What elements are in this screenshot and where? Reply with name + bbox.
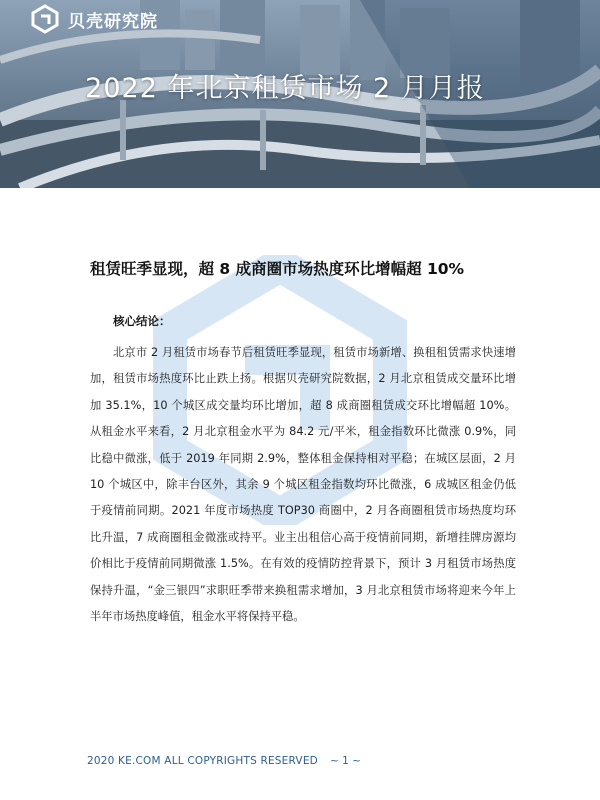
footer-copyright: 2020 KE.COM ALL COPYRIGHTS RESERVED <box>87 755 318 767</box>
report-headline: 租赁旺季显现，超 8 成商圈市场热度环比增幅超 10% <box>90 260 465 278</box>
section-label: 核心结论： <box>113 314 171 328</box>
brand-name: 贝壳研究院 <box>68 11 158 32</box>
brand-logo <box>30 4 158 34</box>
header-banner <box>0 0 600 188</box>
page-number: ~ 1 ~ <box>330 755 361 767</box>
report-title: 2022 年北京租赁市场 2 月月报 <box>85 73 485 104</box>
summary-paragraph: 北京市 2 月租赁市场春节后租赁旺季显现，租赁市场新增、换租租赁需求快速增加，租赁市场热度环比止跌上扬。根据贝壳研究院数据，2 月北京租赁成交量环比增加 35.1%，10 个城区成交量均环比增加，超 8 成商圈租赁成交环比增幅超 10%。从租金水平来看，2 月北京租金水平为 84.2 元/平米，租金指数环比微涨 0.9%，同比稳中微涨，低于 2019 年同期 2.9%，整体租金保持相对平稳；在城区层面，2 月 10 个城区中，除丰台区外，其余 9 个城区租金指数均环比微涨，6 成城区租金仍低于疫情前同期。2021 年度市场热度 TOP30 商圈中，2 月各商圈租赁市场热度均环比升温，7 成商圈租金微涨或持平。业主出租信心高于疫情前同期，新增挂牌房源均价相比于疫情前同期微涨 1.5%。在有效的疫情防控背景下，预计 3 月租赁市场热度保持升温，“金三银四”求职旺季带来换租需求增加，3 月北京租赁市场将迎来今年上半年市场热度峰值，租金水平将保持平稳。 <box>90 346 516 624</box>
beike-logo-icon <box>30 4 60 34</box>
